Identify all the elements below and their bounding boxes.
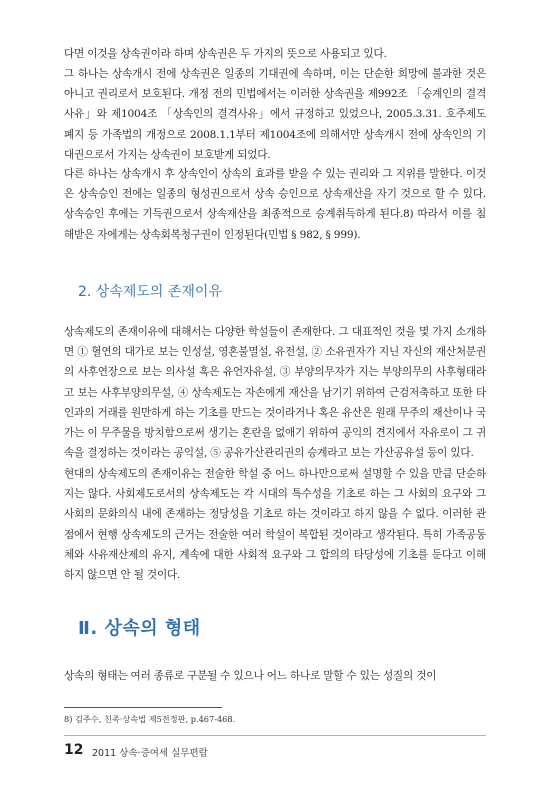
running-footer-title: 2011 상속·증여세 실무편람	[92, 748, 208, 759]
page-number: 12	[64, 742, 84, 758]
body-paragraph-2: 그 하나는 상속개시 전에 상속권은 일종의 기대권에 속하며, 이는 단순한 희망에 불과한 것은 아니고 권리로서 보호된다. 개정 전의 민법에서는 이러한 상속권을 제992조 「승계인의 결격사유」와 제1004조 「상속인의 결격사유」에서 규정하고 있었으나, 2005.3.31. 호주제도 폐지 등 가족법의 개정으로 2008.1.1부터 제1004조에 의해서만 상속개시 전에 상속인의 기대권으로서 가지는 상속권이 보호받게 되었다.	[64, 68, 486, 161]
body-paragraph-4: 상속제도의 존재이유에 대해서는 다양한 학설들이 존재한다. 그 대표적인 것을 몇 가지 소개하면 ① 혈연의 대가로 보는 인성설, 영혼불멸설, 유전설, ② 소유권자가 지닌 자신의 재산처분권의 사후연장으로 보는 의사설 혹은 유언자유설, ③ 부양의무자가 지는 부양의무의 사후형태라고 보는 사후부양의무설, ④ 상속제도는 자손에게 재산을 남기기 위하여 근검저축하고 또한 타인과의 거래를 원만하게 하는 기초를 만드는 것이라거나 혹은 유산은 원래 무주의 재산이나 국가는 이 무주물을 방치함으로써 생기는 혼란을 없애기 위하여 공익의 견지에서 자유로이 그 귀속을 결정하는 것이라는 공익설, ⑤ 공유가산관리권의 승계라고 보는 가산공유설 등이 있다.	[64, 326, 486, 460]
body-paragraph-6: 상속의 형태는 여러 종류로 구분될 수 있으나 어느 하나로 말할 수 있는 성질의 것이	[64, 670, 437, 682]
body-paragraph-3: 다른 하나는 상속개시 후 상속인이 상속의 효과를 받을 수 있는 권리와 그 지위를 말한다. 이것은 상속승인 전에는 일종의 형성권으로서 상속 승인으로 상속재산을 자기 것으로 할 수 있다. 상속승인 후에는 기득권으로서 상속재산을 최종적으로 승계취득하게 된다.8) 따라서 이를 침해받은 자에게는 상속회복청구권이 인정된다(민법 § 982, § 999).	[64, 168, 486, 241]
body-paragraph-1: 다면 이것을 상속권이라 하며 상속권은 두 가지의 뜻으로 사용되고 있다.	[64, 48, 387, 60]
chapter-heading: Ⅱ. 상속의 형태	[78, 618, 201, 639]
footnote: 8) 김주수, 친족·상속법 제5전정판, p.467-468.	[64, 714, 236, 724]
section-heading: 2. 상속제도의 존재이유	[78, 284, 222, 300]
body-paragraph-5: 현대의 상속제도의 존재이유는 전술한 학설 중 어느 하나만으로써 설명할 수 있을 만큼 단순하지는 않다. 사회제도로서의 상속제도는 각 시대의 특수성을 기초로 하는 그 사회의 요구와 그 사회의 문화의식 내에 존재하는 정당성을 기초로 하는 것이라고 하지 않을 수 없다. 이러한 관점에서 현행 상속제도의 근거는 전술한 여러 학설이 복합된 것이라고 생각된다. 특히 가족공동체와 사유재산제의 유지, 계속에 대한 사회적 요구와 그 합의의 타당성에 기초를 둔다고 이해하지 않으면 안 될 것이다.	[64, 468, 486, 582]
footer-divider	[64, 735, 486, 736]
footnote-divider	[64, 707, 222, 708]
